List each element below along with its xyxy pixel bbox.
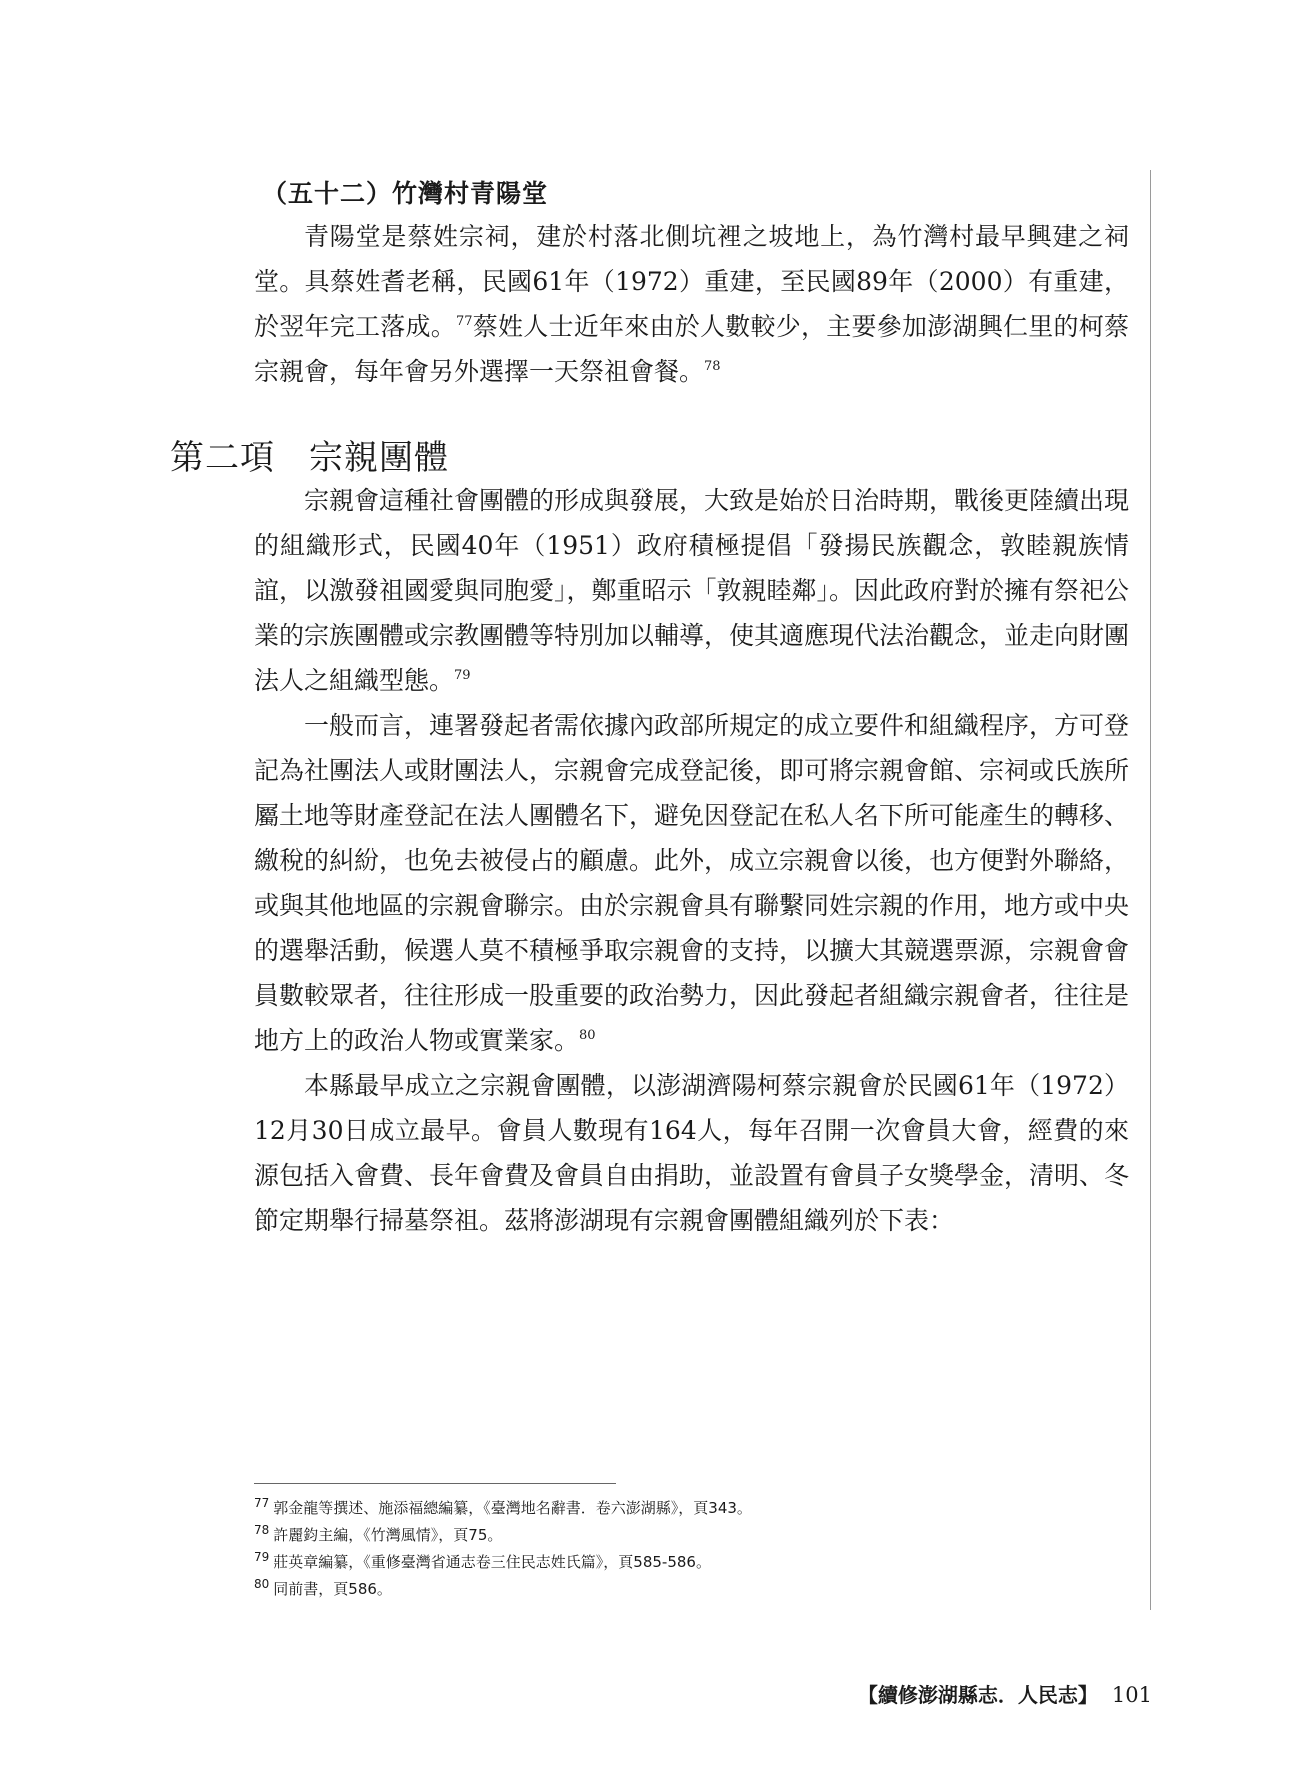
running-footer [858,1679,1152,1708]
footnote [254,1576,1134,1603]
footnote-number: 78 [254,1523,270,1537]
book-title: 【續修澎湖縣志．人民志】 [857,1683,1098,1707]
footnote-text: 同前書，頁586。 [273,1580,392,1598]
footnote [254,1549,1134,1576]
paragraph-earliest-association [254,1063,1129,1243]
page-number: 101 [1111,1683,1152,1707]
footnote-text: 郭金龍等撰述、施添福總編纂，《臺灣地名辭書．卷六澎湖縣》，頁343。 [273,1499,752,1517]
margin-rule [1150,170,1151,1610]
footnote-ref: 80 [579,1028,596,1043]
paragraph-text: 青陽堂是蔡姓宗祠，建於村落北側坑裡之坡地上，為竹灣村最早興建之祠堂。具蔡姓耆老稱，民國61年（1972）重建，至民國89年（2000）有重建，於翌年完工落成。 [254,222,1129,341]
paragraph-text: 本縣最早成立之宗親會團體，以澎湖濟陽柯蔡宗親會於民國61年（1972）12月30日成立最早。會員人數現有164人，每年召開一次會員大會，經費的來源包括入會費、長年會費及會員自由捐助，並設置有會員子女獎學金，清明、冬節定期舉行掃墓祭祖。茲將澎湖現有宗親會團體組織列於下表： [254,1071,1130,1235]
footnote-text: 許麗鈞主編，《竹灣風情》，頁75。 [273,1526,503,1544]
footnote-ref: 79 [454,668,471,683]
paragraph-origin [254,478,1129,703]
section-title: 宗親團體 [309,438,449,478]
footnote-number: 77 [254,1496,270,1510]
section-number: 第二項 [170,438,275,478]
footnotes [254,1495,1134,1603]
footnote [254,1522,1134,1549]
section-heading [170,430,449,479]
footnote-separator [254,1483,616,1484]
subsection-heading: （五十二）竹灣村青陽堂 [262,179,549,208]
footnote-text: 莊英章編纂，《重修臺灣省通志卷三住民志姓氏篇》，頁585-586。 [273,1553,711,1571]
paragraph-registration [254,703,1129,1063]
paragraph-text: 宗親會這種社會團體的形成與發展，大致是始於日治時期，戰後更陸續出現的組織形式，民國40年（1951）政府積極提倡「發揚民族觀念，敦睦親族情誼，以激發祖國愛與同胞愛」，鄭重昭示「敦親睦鄰」。因此政府對於擁有祭祀公業的宗族團體或宗教團體等特別加以輔導，使其適應現代法治觀念，並走向財團法人之組織型態。 [254,486,1130,695]
paragraph-text: 一般而言，連署發起者需依據內政部所規定的成立要件和組織程序，方可登記為社團法人或財團法人，宗親會完成登記後，即可將宗親會館、宗祠或氏族所屬土地等財產登記在法人團體名下，避免因登記在私人名下所可能產生的轉移、繳稅的糾紛，也免去被侵占的顧慮。此外，成立宗親會以後，也方便對外聯絡，或與其他地區的宗親會聯宗。由於宗親會具有聯繫同姓宗親的作用，地方或中央的選舉活動，候選人莫不積極爭取宗親會的支持，以擴大其競選票源，宗親會會員數較眾者，往往形成一股重要的政治勢力，因此發起者組織宗親會者，往往是地方上的政治人物或實業家。 [254,711,1130,1055]
footnote-ref: 78 [704,359,721,374]
footnote-ref: 77 [455,314,473,329]
paragraph-text: 蔡姓人士近年來由於人數較少，主要參加澎湖興仁里的柯蔡宗親會，每年會另外選擇一天祭祖會餐。 [254,312,1129,386]
paragraph-qingyang-hall [254,214,1129,394]
footnote-number: 79 [254,1550,270,1564]
footnote-number: 80 [254,1577,270,1591]
footnote [254,1495,1134,1522]
